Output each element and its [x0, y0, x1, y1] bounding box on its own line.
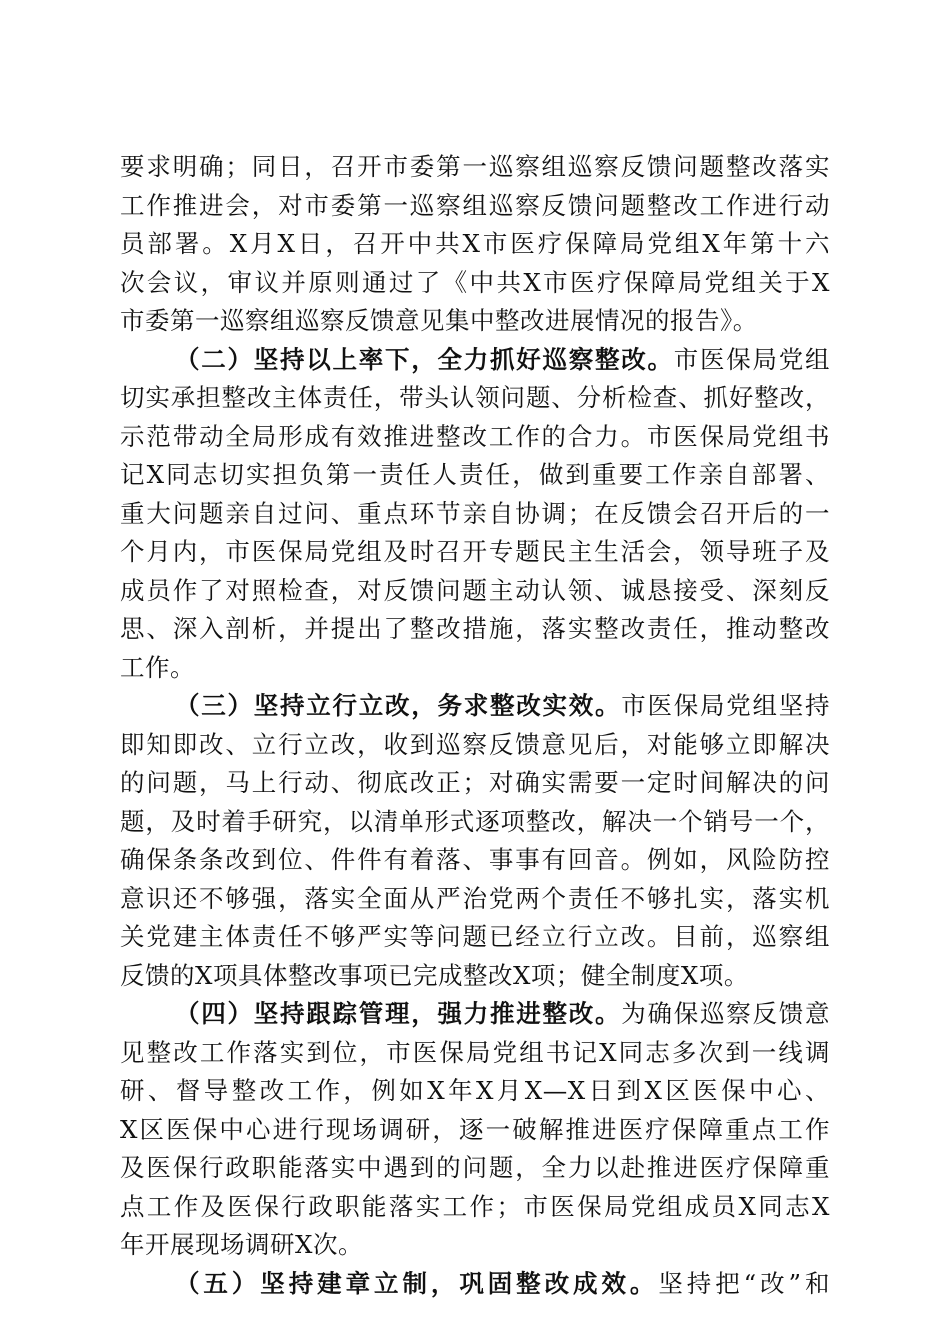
line-text: 次会议，审议并原则通过了《中共X市医疗保障局党组关于X: [120, 267, 830, 297]
text-line: [120, 148, 830, 187]
text-line: [120, 1034, 830, 1073]
line-text: 市医保局党组坚持: [621, 691, 830, 720]
line-text: 及医保行政职能落实中遇到的问题，全力以赴推进医疗保障重: [120, 1153, 830, 1182]
text-line: [120, 764, 830, 803]
text-line: [120, 803, 830, 842]
line-text: 市委第一巡察组巡察反馈意见集中整改进展情况的报告》。: [120, 306, 758, 335]
text-line: [120, 1111, 830, 1150]
line-text: 员部署。X月X日，召开中共X市医疗保障局党组X年第十六: [120, 229, 830, 258]
text-line: [120, 1188, 830, 1227]
text-line: [120, 225, 830, 264]
line-text: 思、深入剖析，并提出了整改措施，落实整改责任，推动整改: [120, 614, 830, 643]
line-text: 意识还不够强，落实全面从严治党两个责任不够扎实，落实机: [120, 883, 830, 913]
line-text: 关党建主体责任不够严实等问题已经立行立改。目前，巡察组: [120, 922, 830, 951]
text-line: [120, 533, 830, 572]
text-line: [120, 918, 830, 957]
line-text: 记X同志切实担负第一责任人责任，做到重要工作亲自部署、: [120, 460, 830, 489]
line-text: 重大问题亲自过问、重点环节亲自协调；在反馈会召开后的一: [120, 498, 830, 528]
text-line: [120, 841, 830, 880]
text-line: [120, 418, 830, 457]
line-text: 个月内，市医保局党组及时召开专题民主生活会，领导班子及: [120, 537, 830, 566]
line-text: 切实承担整改主体责任，带头认领问题、分析检查、抓好整改，: [120, 383, 830, 412]
text-line: [120, 572, 830, 611]
line-text: 即知即改、立行立改，收到巡察反馈意见后，对能够立即解决: [120, 729, 830, 759]
text-line: [120, 610, 830, 649]
line-text: 工作推进会，对市委第一巡察组巡察反馈问题整改工作进行动: [120, 190, 830, 220]
line-text: X区医保中心进行现场调研，逐一破解推进医疗保障重点工作: [120, 1114, 830, 1144]
text-line: [120, 495, 830, 534]
section-heading: （三）坚持立行立改，务求整改实效。: [175, 691, 622, 720]
text-line: [120, 1226, 830, 1265]
line-text: 确保条条改到位、件件有着落、事事有回音。例如，风险防控: [120, 845, 830, 874]
text-line: [120, 880, 830, 919]
text-line: [120, 187, 830, 226]
section-heading: （二）坚持以上率下，全力抓好巡察整改。: [175, 344, 674, 374]
section-heading: （四）坚持跟踪管理，强力推进整改。: [175, 999, 622, 1028]
text-line: [120, 687, 830, 726]
text-line: [120, 957, 830, 996]
line-text: 点工作及医保行政职能落实工作；市医保局党组成员X同志X: [120, 1191, 830, 1221]
text-line: [120, 264, 830, 303]
line-text: 要求明确；同日，召开市委第一巡察组巡察反馈问题整改落实: [120, 152, 830, 181]
line-text: 工作。: [120, 652, 195, 682]
line-text: 年开展现场调研X次。: [120, 1230, 363, 1259]
text-line: [120, 995, 830, 1034]
text-line: [120, 1265, 830, 1304]
line-text: 示范带动全局形成有效推进整改工作的合力。市医保局党组书: [120, 421, 830, 451]
line-text: 市医保局党组: [673, 344, 830, 374]
line-text: 的问题，马上行动、彻底改正；对确实需要一定时间解决的问: [120, 768, 830, 797]
text-line: [120, 302, 830, 341]
text-line: [120, 649, 830, 688]
text-line: [120, 1149, 830, 1188]
line-text: 见整改工作落实到位，市医保局党组书记X同志多次到一线调: [120, 1037, 830, 1067]
section-heading: （五）坚持建章立制，巩固整改成效。: [175, 1268, 659, 1298]
text-line: [120, 341, 830, 380]
document-body: [120, 148, 830, 1303]
text-line: [120, 1072, 830, 1111]
line-text: 成员作了对照检查，对反馈问题主动认领、诚恳接受、深刻反: [120, 575, 830, 605]
line-text: 研、督导整改工作，例如X年X月X—X日到X区医保中心、: [120, 1076, 830, 1105]
line-text: 坚持把“改”和: [658, 1268, 830, 1298]
line-text: 反馈的X项具体整改事项已完成整改X项；健全制度X项。: [120, 960, 749, 990]
text-line: [120, 456, 830, 495]
text-line: [120, 379, 830, 418]
text-line: [120, 726, 830, 765]
line-text: 题，及时着手研究，以清单形式逐项整改，解决一个销号一个，: [120, 806, 830, 836]
line-text: 为确保巡察反馈意: [621, 999, 830, 1028]
